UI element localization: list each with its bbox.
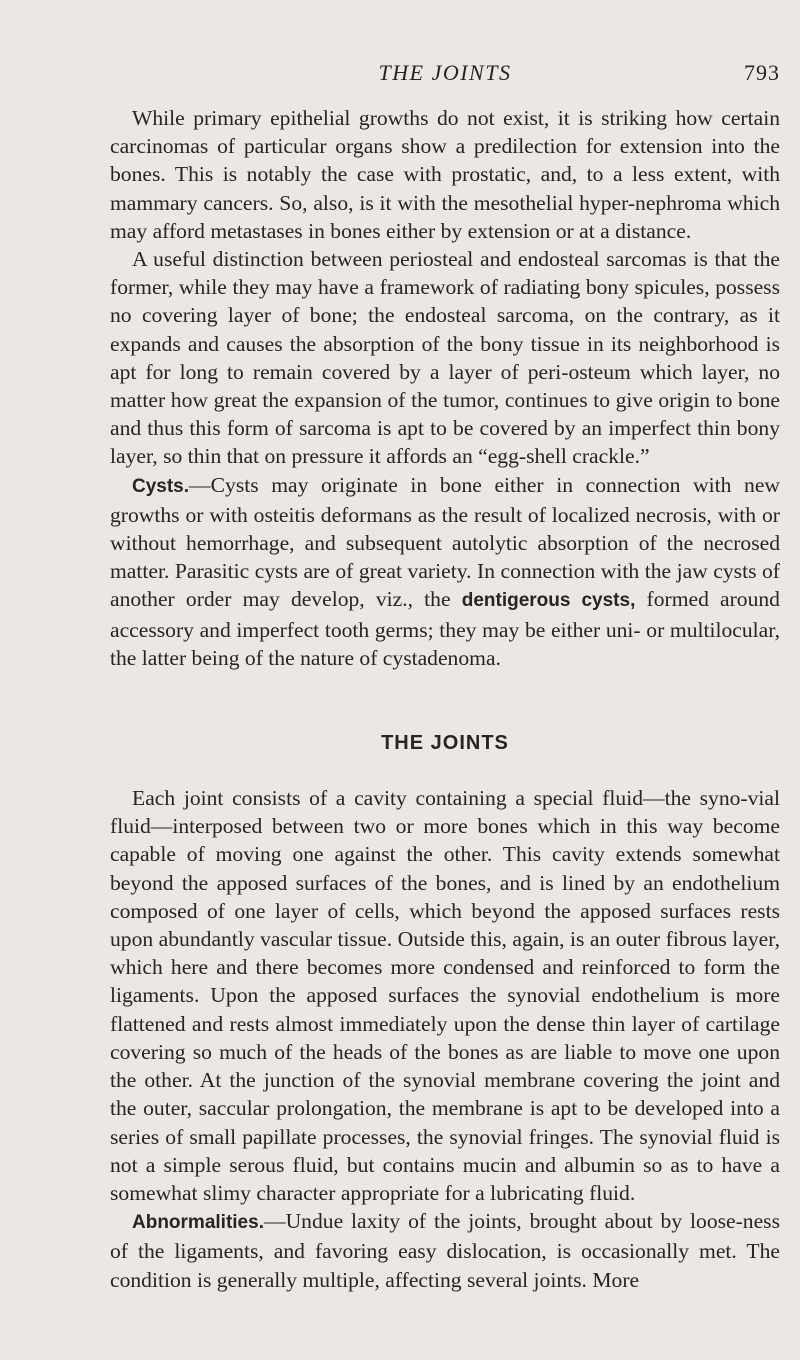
body-text bbox=[110, 104, 780, 1294]
cysts-text-part-b: formed around accessory and imperfect tooth germs; they may be either uni- or multilocular, the latter being of the nature of cystadenoma. bbox=[110, 587, 780, 670]
abnormalities-run-in-heading: Abnormalities. bbox=[132, 1212, 264, 1234]
paragraph-sarcoma-distinction: A useful distinction between periosteal and endosteal sarcomas is that the former, while they may have a framework of radiating bony spicules, possess no covering layer of bone; the endosteal sarcoma, on the contrary, as it expands and causes the absorption of the bony tissue in its neighborhood is apt for long to remain covered by a layer of peri-osteum which layer, no matter how great the expansion of the tumor, continues to give origin to bone and thus this form of sarcoma is apt to be covered by an imperfect thin bony layer, so thin that on pressure it affords an “egg-shell crackle.” bbox=[110, 247, 780, 469]
paragraph-joint-structure: Each joint consists of a cavity containing a special fluid—the syno-vial fluid—interposed between two or more bones which in this way become capable of moving one against the other. This cavity extends somewhat beyond the apposed surfaces of the bones, and is lined by an endothelium composed of one layer of cells, which beyond the apposed surfaces rests upon abundantly vascular tissue. Outside this, again, is an outer fibrous layer, which here and there becomes more condensed and reinforced to form the ligaments. Upon the apposed surfaces the synovial endothelium is more flattened and rests almost immediately upon the dense thin layer of cartilage covering so much of the heads of the bones as are liable to move one upon the other. At the junction of the synovial membrane covering the joint and the outer, saccular prolongation, the membrane is apt to be developed into a series of small papillate processes, the synovial fringes. The synovial fluid is not a simple serous fluid, but contains mucin and albumin so as to have a somewhat slimy character appropriate for a lubricating fluid. bbox=[110, 786, 780, 1205]
abnormalities-text: —Undue laxity of the joints, brought about by loose-ness of the ligaments, and favoring easy dislocation, is occasionally met. The condition is generally multiple, affecting several joints. More bbox=[110, 1209, 780, 1292]
paragraph-abnormalities bbox=[110, 1207, 780, 1294]
dentigerous-cysts-term: dentigerous cysts, bbox=[461, 590, 636, 612]
cysts-run-in-heading: Cysts. bbox=[132, 475, 190, 497]
running-head bbox=[110, 60, 780, 96]
paragraph-cysts bbox=[110, 471, 780, 672]
paragraph-carcinoma-extension: While primary epithelial growths do not exist, it is striking how certain carcinomas of particular organs show a predilection for extension into the bones. This is notably the case with prostatic, and, to a less extent, with mammary cancers. So, also, is it with the mesothelial hyper-nephroma which may afford metastases in bones either by extension or at a distance. bbox=[110, 106, 780, 243]
section-heading-joints: THE JOINTS bbox=[381, 732, 509, 755]
running-title: THE JOINTS bbox=[378, 60, 512, 85]
cysts-text-part-a: —Cysts may originate in bone either in connection with new growths or with osteitis deformans as the result of localized necrosis, with or without hemorrhage, and subsequent autolytic absorption of the necrosed matter. Parasitic cysts are of great variety. In connection with the jaw cysts of another order may develop, viz., the bbox=[110, 472, 780, 612]
page-number: 793 bbox=[744, 60, 780, 85]
